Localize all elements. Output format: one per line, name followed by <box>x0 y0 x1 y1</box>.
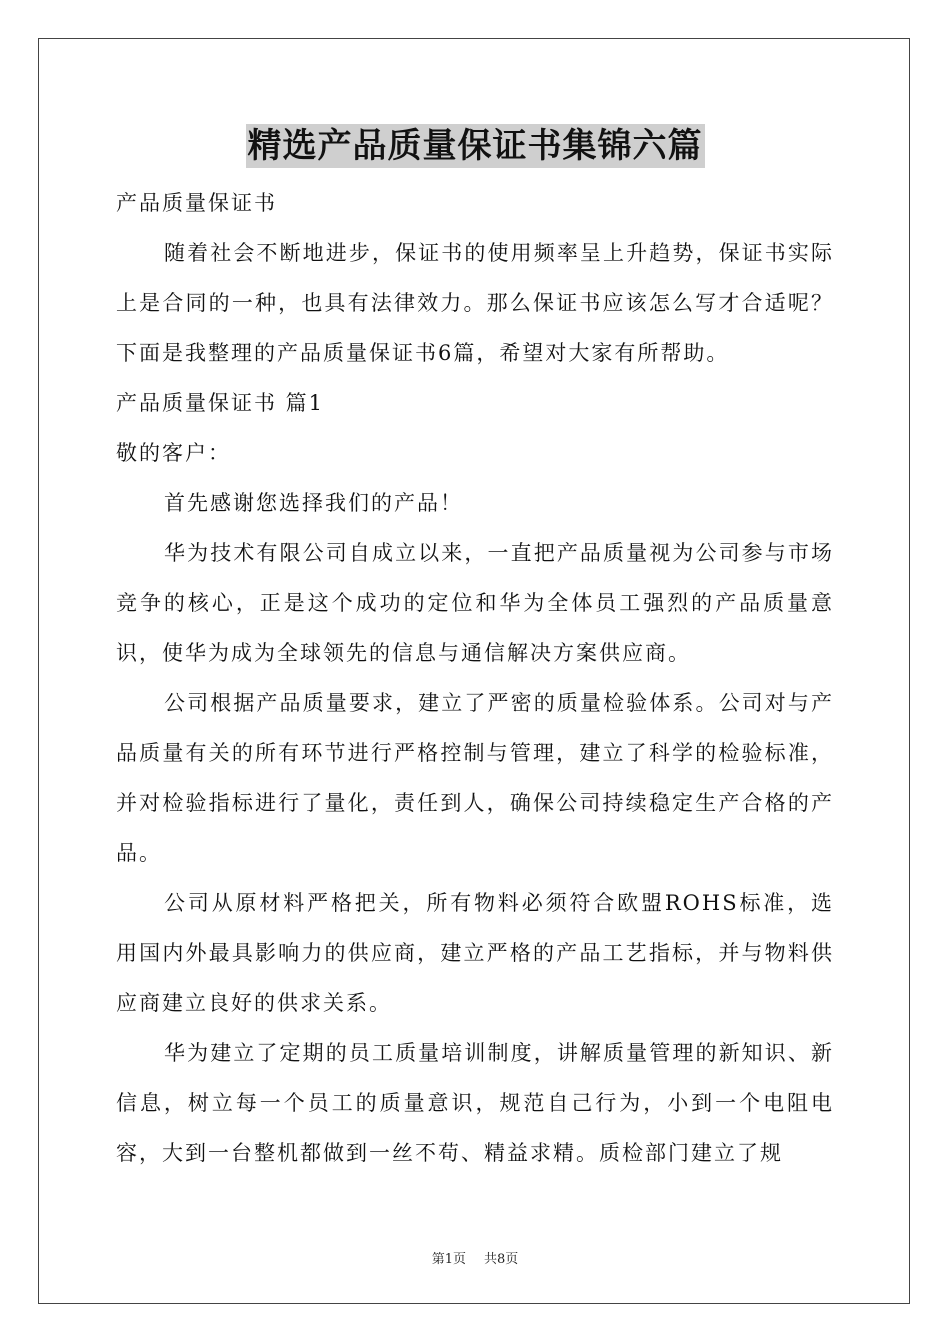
paragraph: 公司从原材料严格把关，所有物料必须符合欧盟ROHS标准，选用国内外最具影响力的供应商，建立严格的产品工艺指标，并与物料供应商建立良好的供求关系。 <box>116 891 834 1015</box>
paragraph: 产品质量保证书 篇1 <box>116 391 325 415</box>
page-footer <box>0 1248 950 1267</box>
paragraph: 产品质量保证书 <box>116 191 277 215</box>
paragraph: 敬的客户： <box>116 441 231 465</box>
page-total: 共8页 <box>484 1252 519 1267</box>
document-title: 精选产品质量保证书集锦六篇 <box>247 126 703 166</box>
paragraph: 华为建立了定期的员工质量培训制度，讲解质量管理的新知识、新信息，树立每一个员工的质量意识，规范自己行为，小到一个电阻电容，大到一台整机都做到一丝不苟、精益求精。质检部门建立了规 <box>116 1041 834 1165</box>
paragraph: 随着社会不断地进步，保证书的使用频率呈上升趋势，保证书实际上是合同的一种，也具有法律效力。那么保证书应该怎么写才合适呢？下面是我整理的产品质量保证书6篇，希望对大家有所帮助。 <box>116 241 834 365</box>
title-container <box>0 124 950 168</box>
document-body <box>116 178 834 1178</box>
paragraph: 首先感谢您选择我们的产品！ <box>164 491 463 515</box>
paragraph: 公司根据产品质量要求，建立了严密的质量检验体系。公司对与产品质量有关的所有环节进行严格控制与管理，建立了科学的检验标准，并对检验指标进行了量化，责任到人，确保公司持续稳定生产合格的产品。 <box>116 691 834 865</box>
page-number: 第1页 <box>431 1252 466 1267</box>
paragraph: 华为技术有限公司自成立以来，一直把产品质量视为公司参与市场竞争的核心，正是这个成功的定位和华为全体员工强烈的产品质量意识，使华为成为全球领先的信息与通信解决方案供应商。 <box>116 541 834 665</box>
